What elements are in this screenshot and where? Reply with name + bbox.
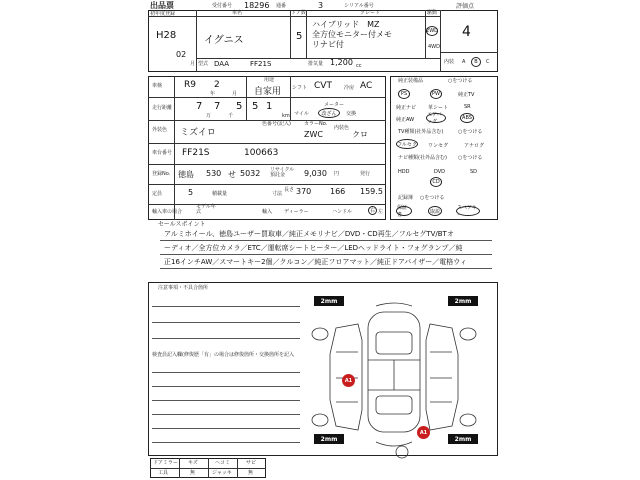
record-title: 記録簿: [398, 195, 414, 201]
drive-label: 駆動: [427, 10, 438, 16]
defect-tag-front-right: 2mm: [448, 296, 478, 306]
import-type-label: 輸入: [262, 209, 273, 215]
car-diagram: [306, 300, 482, 460]
legend-v4: 無: [248, 470, 254, 476]
sales-line-2: ーディオ／全方位カメラ／ETC／運転席シートヒーター／LEDヘッドライト・フォグランプ／純: [164, 244, 463, 252]
defect-mark-left: A1: [342, 374, 355, 387]
tv-fullseg[interactable]: フルセグ: [396, 139, 418, 149]
sen-label: 千: [228, 113, 234, 119]
recycle-amount: 9,030: [304, 169, 327, 178]
navi-sd[interactable]: SD: [470, 169, 478, 175]
seats-value: 5: [188, 188, 194, 197]
equip-ps[interactable]: PS: [398, 89, 410, 99]
lot-number: 18296: [244, 1, 270, 10]
equip-aw[interactable]: 純正AW: [396, 117, 415, 123]
grade-score: 4: [462, 24, 471, 40]
vin-number: 100663: [244, 148, 279, 158]
dealer-label: ディーラー: [284, 209, 309, 215]
grade-label: 評価点: [456, 3, 475, 10]
ship-label: 発行: [360, 171, 371, 177]
legend-v3: ジャッキ: [212, 470, 232, 476]
grade-opt-b[interactable]: B: [471, 57, 481, 67]
gradename-label: グレード: [360, 10, 381, 16]
use-label: 用途: [264, 77, 275, 83]
model-code: FF21S: [250, 60, 272, 68]
displacement: 1,200: [330, 58, 353, 67]
plate-kana: せ: [228, 170, 236, 179]
record-note: ○をつける: [420, 195, 445, 201]
sheet-title: 出品票: [150, 1, 174, 10]
seats-label: 定員: [152, 191, 163, 197]
legend-h2: キズ: [188, 460, 198, 466]
defect-mark-rear: A1: [417, 426, 430, 439]
mileage-label: 走行距離: [152, 105, 173, 111]
month-label-2: 月: [232, 91, 238, 97]
drive-4wd-option[interactable]: 4WD: [428, 44, 440, 50]
gradename-line2: 全方位モニター付メモ: [312, 30, 392, 39]
equip-tv[interactable]: 純正TV: [458, 92, 475, 98]
mile-label: マイル: [294, 111, 309, 117]
equip-airbag[interactable]: エアバッグ: [426, 113, 446, 123]
ver-number: 3: [318, 1, 324, 10]
doors-label: ドア数: [291, 10, 306, 16]
color-code: ZWC: [304, 130, 323, 139]
plate-area: 徳島: [178, 170, 194, 179]
month-label: 月: [190, 61, 196, 67]
tv-title: TV種類(社外品含む): [398, 129, 444, 135]
drive-2wd-option[interactable]: 2WD: [426, 28, 438, 34]
defect-tag-front-left: 2mm: [314, 296, 344, 306]
km-label: km: [282, 113, 290, 119]
legend-h1: ドアミラー: [153, 460, 178, 466]
grade-opt-a[interactable]: A: [462, 59, 466, 65]
inspect-era: R9: [184, 80, 196, 90]
legend-h4: サビ: [246, 460, 257, 466]
inspect-label: 車検: [152, 83, 163, 89]
legend-v2: 無: [190, 470, 196, 476]
doors: 5: [296, 31, 303, 42]
reg-era: H28: [156, 30, 177, 41]
record-manual[interactable]: 取説: [428, 206, 442, 216]
shift-value: CVT: [314, 81, 332, 91]
equip-note: ○をつける: [448, 78, 473, 84]
notes-title-1: 注意事項・不具合箇所: [158, 285, 209, 291]
tv-analog[interactable]: アナログ: [464, 143, 485, 149]
exchange-option[interactable]: 交換: [346, 111, 357, 117]
recycle-label: リサイクル預託金: [270, 167, 295, 178]
year-label: 年: [210, 91, 216, 97]
gradename-line1: ハイブリッド MZ: [312, 20, 380, 29]
load-label: 積載量: [212, 191, 228, 197]
inspect-month: 2: [214, 80, 220, 90]
plate-label: 登録No.: [152, 171, 171, 177]
mileage-digit-4: 5: [252, 101, 259, 112]
equip-sr[interactable]: SR: [464, 104, 471, 110]
sales-line-3: 正16インチAW／スマートキー2個／クルコン／純正フロアマット／純正ドアバイザー／電格ウィ: [164, 258, 467, 266]
mileage-digit-3: 5: [236, 101, 243, 112]
color-label: 外装色: [152, 127, 168, 133]
equip-abs[interactable]: ABS: [460, 113, 474, 123]
equip-leather[interactable]: 革シート: [428, 105, 449, 111]
mater-label: メーター: [324, 102, 345, 108]
navi-dvd[interactable]: DVD: [434, 169, 446, 175]
legend-v1: 工具: [158, 470, 169, 476]
reg-year-label: 初年度登録: [150, 11, 176, 17]
model-label: 型式: [198, 61, 209, 67]
record-sparekey[interactable]: スペアキー: [456, 206, 480, 216]
navi-title: ナビ種類(社外品含む): [398, 155, 447, 161]
sales-line-1: アルミホイール、徳島ユーザー買取車／純正メモリナビ／DVD・CD再生／フルセグTV/BTオ: [164, 230, 454, 238]
gradename-line3: リナビ付: [312, 40, 344, 49]
vin-model: FF21S: [182, 148, 210, 158]
navi-cd[interactable]: CD: [430, 177, 442, 187]
defect-tag-rear-right: 2mm: [448, 434, 478, 444]
disp-label: 排気量: [308, 61, 324, 67]
carname: イグニス: [204, 35, 244, 46]
recycle-unit: 円: [334, 171, 340, 177]
equip-title: 純正装備品: [398, 78, 424, 84]
sales-title: セールスポイント: [158, 221, 206, 228]
man-label: 万: [206, 113, 212, 119]
steer-label: ハンドル: [332, 209, 353, 215]
color-value: ミズイロ: [180, 128, 216, 138]
size-length: 370: [296, 187, 312, 196]
size-height: 159.5: [360, 187, 383, 196]
legend-h3: ヘコミ: [215, 460, 231, 466]
plate-class: 530: [206, 169, 222, 178]
plate-number: 5032: [240, 169, 261, 178]
interior-label: 内装色: [334, 125, 350, 131]
mileage-digit-5: 1: [266, 101, 273, 112]
serial-label: シリアル番号: [344, 3, 374, 9]
color-code-label: カラーNo.: [304, 121, 328, 127]
defect-tag-rear-left: 2mm: [314, 434, 344, 444]
lot-label: 受付番号: [212, 3, 233, 9]
use-value: 自家用: [254, 87, 282, 97]
tv-oneseg[interactable]: ワンセグ: [428, 143, 449, 149]
record-warranty[interactable]: 保証書: [396, 206, 412, 216]
equip-pw[interactable]: PW: [430, 89, 442, 99]
navi-hdd[interactable]: HDD: [398, 169, 410, 175]
ac-label: 冷房: [344, 85, 355, 91]
navi-note: ○をつける: [458, 155, 483, 161]
mileage-digit-1: 7: [196, 101, 203, 112]
vin-label: 車台番号: [152, 150, 173, 156]
notes-title-2: 検査員記入欄(修復歴「有」の場合は修復箇所・交換箇所を記入: [152, 352, 294, 358]
ver-label: 通番: [276, 3, 287, 9]
km-tamper-option[interactable]: 改ざん: [318, 108, 340, 118]
interior-grade-label: 内装: [444, 59, 455, 65]
model-year-label: モデル年式: [196, 204, 216, 215]
tv-note: ○をつける: [458, 129, 483, 135]
disp-unit: cc: [356, 63, 362, 69]
ac-value: AC: [360, 81, 373, 91]
shift-label: シフト: [292, 85, 308, 91]
steer-left-option[interactable]: 左: [378, 209, 384, 215]
model-prefix: DAA: [214, 60, 230, 68]
carname-label: 車名: [232, 10, 243, 16]
reg-month: 02: [176, 50, 187, 59]
size-label: 寸法: [272, 191, 283, 197]
equip-navi[interactable]: 純正ナビ: [396, 105, 417, 111]
import-label: 輸入車の場合: [152, 209, 183, 215]
size-h-label: 長さ: [284, 187, 295, 193]
interior-value: クロ: [352, 130, 368, 139]
color-no-label: 色番号(記入): [262, 121, 291, 127]
size-width: 166: [330, 187, 346, 196]
mileage-digit-2: 7: [214, 101, 221, 112]
steer-right-option[interactable]: 右: [369, 208, 375, 214]
grade-opt-c[interactable]: C: [486, 59, 490, 65]
